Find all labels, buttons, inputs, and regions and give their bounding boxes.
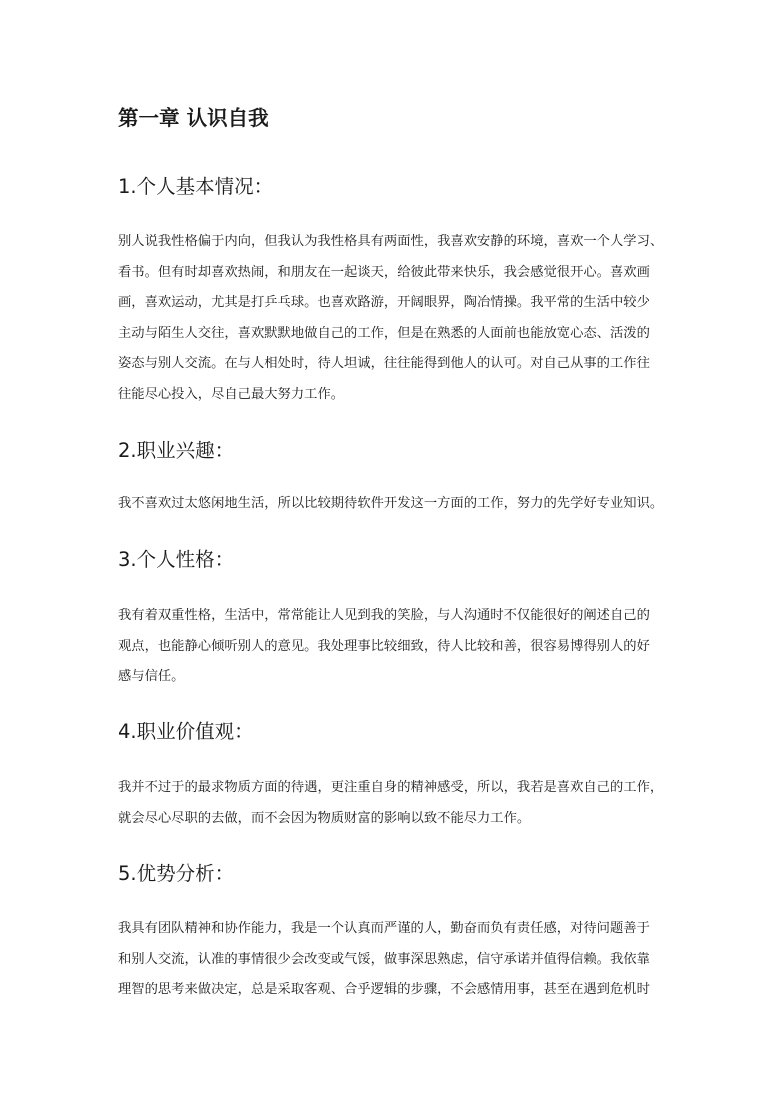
section-heading-strengths: 5.优势分析： [118,862,235,885]
paragraph-line: 主动与陌生人交往，喜欢默默地做自己的工作，但是在熟悉的人面前也能放宽心态、活泼的 [118,325,650,341]
section-heading-career-interest: 2.职业兴趣： [118,439,235,462]
paragraph-career-interest [118,489,663,520]
paragraph-line: 观点，也能静心倾听别人的意见。我处理事比较细致，待人比较和善，很容易博得别人的好 [118,638,650,654]
paragraph-line: 感与信任。 [118,669,185,684]
paragraph-line: 往能尽心投入，尽自己最大努力工作。 [118,386,345,402]
paragraph-line: 我不喜欢过太悠闲地生活，所以比较期待软件开发这一方面的工作，努力的先学好专业知识。 [118,496,664,511]
paragraph-line: 我具有团队精神和协作能力，我是一个认真而严谨的人，勤奋而负有责任感，对待问题善于 [118,921,650,936]
paragraph-line: 我并不过于的最求物质方面的待遇，更注重自身的精神感受，所以，我若是喜欢自己的工作， [118,780,664,795]
paragraph-line: 看书。但有时却喜欢热闹，和朋友在一起谈天，给彼此带来快乐，我会感觉很开心。喜欢画 [118,264,650,280]
paragraph-line: 别人说我性格偏于内向，但我认为我性格具有两面性，我喜欢安静的环境，喜欢一个人学习、 [118,234,664,249]
paragraph-line: 我有着双重性格，生活中，常常能让人见到我的笑脸，与人沟通时不仅能很好的阐述自己的 [118,608,650,623]
section-heading-basic-info: 1.个人基本情况： [118,175,274,198]
section-heading-personality: 3.个人性格： [118,548,235,571]
paragraph-strengths [118,914,650,1006]
paragraph-line: 姿态与别人交流。在与人相处时，待人坦诚，往往能得到他人的认可。对自己从事的工作往 [118,356,650,371]
paragraph-career-values [118,773,663,834]
paragraph-personality [118,601,650,693]
paragraph-line: 画，喜欢运动，尤其是打乒乓球。也喜欢路游，开阔眼界，陶冶情操。我平常的生活中较少 [118,295,650,310]
paragraph-basic-info [118,227,663,410]
paragraph-line: 理智的思考来做决定，总是采取客观、合乎逻辑的步骤，不会感情用事，甚至在遇到危机时 [118,982,650,997]
chapter-title: 第一章 认识自我 [118,106,269,130]
paragraph-line: 就会尽心尽职的去做，而不会因为物质财富的影响以致不能尽力工作。 [118,810,531,826]
section-heading-career-values: 4.职业价值观： [118,720,254,743]
paragraph-line: 和别人交流，认准的事情很少会改变或气馁，做事深思熟虑，信守承诺并值得信赖。我依靠 [118,951,650,967]
